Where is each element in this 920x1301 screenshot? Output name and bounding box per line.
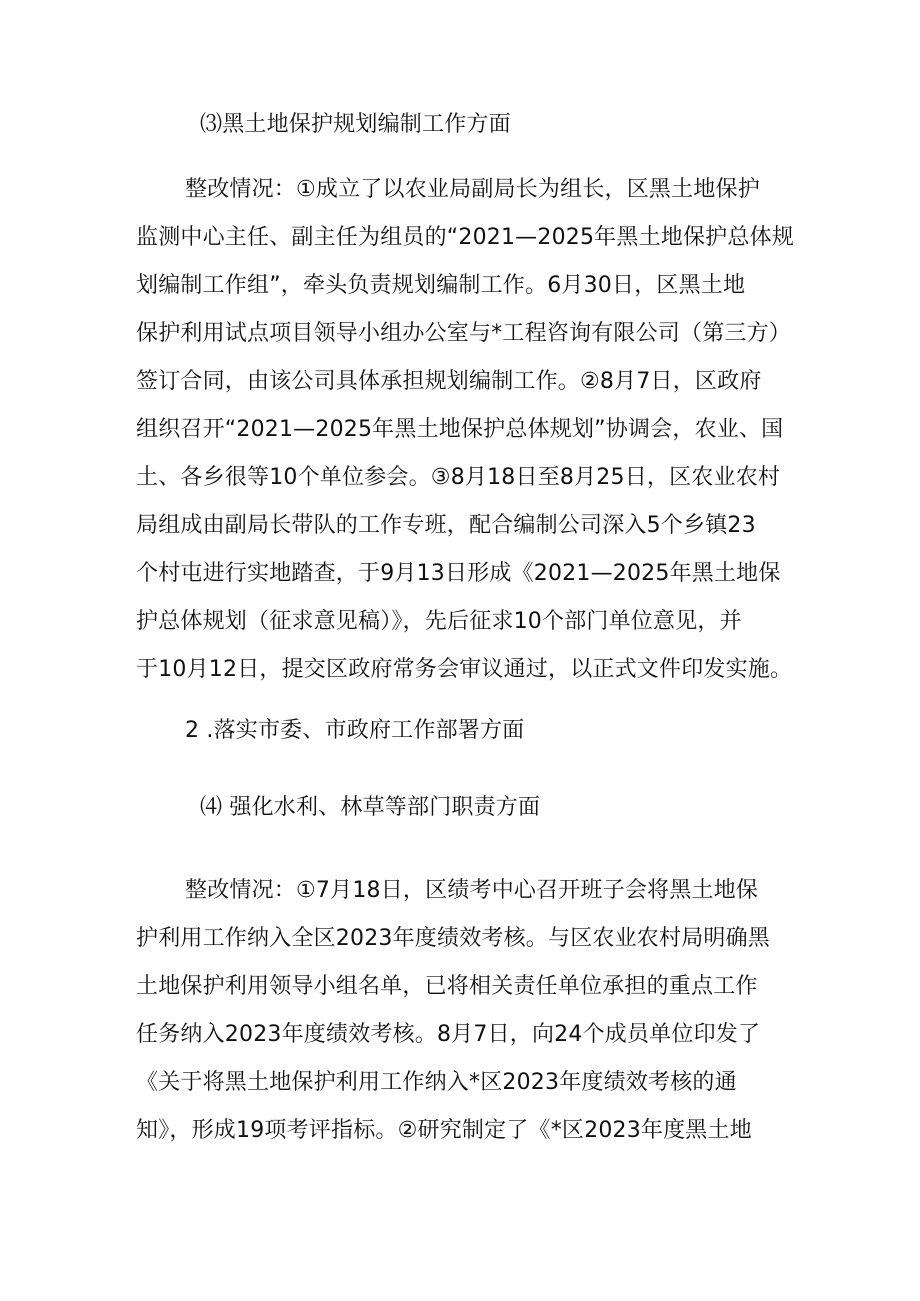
section-4-line-3: 土地保护利用领导小组名单，已将相关责任单位承担的重点工作 bbox=[136, 974, 758, 999]
section-4-heading: ⑷ 强化水利、林草等部门职责方面 bbox=[200, 795, 541, 820]
section-3-line-4: 保护利用试点项目领导小组办公室与*工程咨询有限公司（第三方） bbox=[136, 321, 792, 346]
section-4-line-5: 《关于将黑土地保护利用工作纳入*区2023年度绩效考核的通 bbox=[136, 1070, 737, 1095]
part-2-heading: 2 .落实市委、市政府工作部署方面 bbox=[185, 718, 525, 743]
section-4-line-6: 知》，形成19项考评指标。②研究制定了《*区2023年度黑土地 bbox=[136, 1118, 752, 1143]
section-3-line-3: 划编制工作组”，牵头负责规划编制工作。6月30日，区黑土地 bbox=[136, 273, 746, 298]
section-3-line-9: 个村屯进行实地踏查，于9月13日形成《2021—2025年黑土地保 bbox=[136, 561, 781, 586]
section-3-line-6: 组织召开“2021—2025年黑土地保护总体规划”协调会，农业、国 bbox=[136, 417, 784, 442]
section-3-line-1: 整改情况：①成立了以农业局副局长为组长，区黑土地保护 bbox=[185, 177, 760, 202]
section-4-line-4: 任务纳入2023年度绩效考核。8月7日，向24个成员单位印发了 bbox=[136, 1022, 761, 1047]
section-4-line-1: 整改情况：①7月18日，区绩考中心召开班子会将黑土地保 bbox=[185, 878, 759, 903]
section-3-line-2: 监测中心主任、副主任为组员的“2021—2025年黑土地保护总体规 bbox=[136, 225, 794, 250]
section-4-line-2: 护利用工作纳入全区2023年度绩效考核。与区农业农村局明确黑 bbox=[136, 926, 770, 951]
section-3-line-11: 于10月12日，提交区政府常务会审议通过，以正式文件印发实施。 bbox=[136, 657, 793, 682]
section-3-heading: ⑶黑土地保护规划编制工作方面 bbox=[200, 112, 511, 137]
section-3-line-7: 土、各乡很等10个单位参会。③8月18日至8月25日，区农业农村 bbox=[136, 465, 781, 490]
section-3-line-8: 局组成由副局长带队的工作专班，配合编制公司深入5个乡镇23 bbox=[136, 513, 756, 538]
section-3-line-10: 护总体规划（征求意见稿）》，先后征求10个部门单位意见，并 bbox=[136, 609, 742, 634]
section-3-line-5: 签订合同，由该公司具体承担规划编制工作。②8月7日，区政府 bbox=[136, 369, 762, 394]
